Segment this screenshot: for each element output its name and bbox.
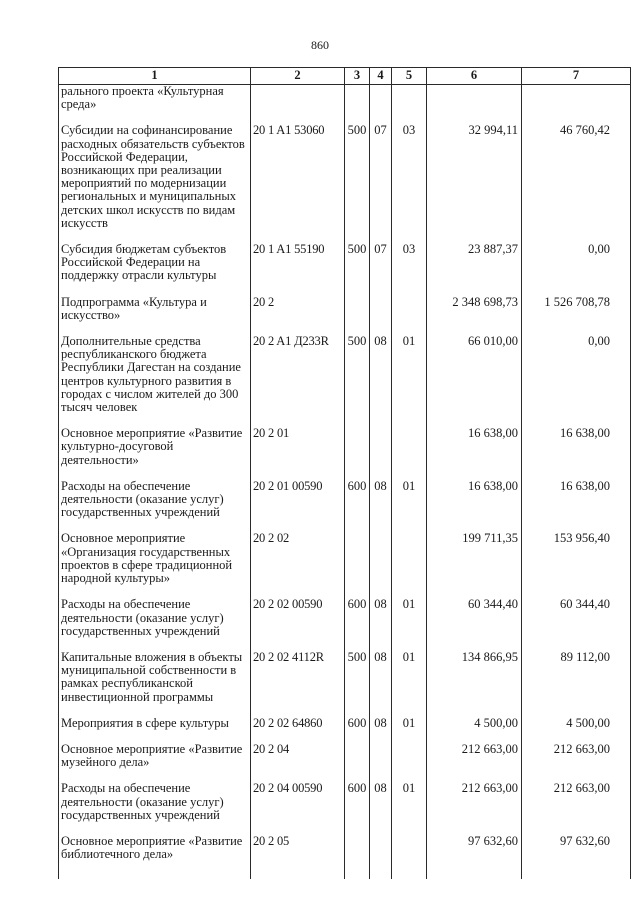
subsection-cell: 03: [392, 124, 427, 243]
amount-col7-cell: 16 638,00: [522, 480, 631, 533]
table-row: [59, 296, 631, 335]
column-header: 6: [427, 68, 522, 85]
column-header: 2: [251, 68, 345, 85]
expense-name-cell: Расходы на обеспечение деятельности (оказание услуг) государственных учреждений: [59, 782, 251, 835]
expense-type-cell: 600: [345, 480, 370, 533]
expense-type-cell: 500: [345, 243, 370, 296]
expense-name-cell: Субсидия бюджетам субъектов Российской Федерации на поддержку отрасли культуры: [59, 243, 251, 296]
section-cell: [370, 296, 392, 335]
expense-type-cell: [345, 835, 370, 879]
amount-col7-cell: 212 663,00: [522, 743, 631, 782]
section-cell: [370, 835, 392, 879]
amount-col6-cell: 23 887,37: [427, 243, 522, 296]
expense-type-cell: 600: [345, 598, 370, 651]
expense-name-cell: Расходы на обеспечение деятельности (оказание услуг) государственных учреждений: [59, 598, 251, 651]
subsection-cell: 03: [392, 243, 427, 296]
budget-code-cell: 20 2 02 00590: [251, 598, 345, 651]
amount-col6-cell: 4 500,00: [427, 717, 522, 743]
section-cell: 08: [370, 717, 392, 743]
expense-name-cell: Основное мероприятие «Организация государственных проектов в сфере традиционной народной культуры»: [59, 532, 251, 598]
expense-name-cell: Расходы на обеспечение деятельности (оказание услуг) государственных учреждений: [59, 480, 251, 533]
column-header: 3: [345, 68, 370, 85]
expense-type-cell: [345, 85, 370, 125]
expense-name-cell: Субсидии на софинансирование расходных обязательств субъектов Российской Федерации, возникающих при реализации мероприятий по модернизации региональных и муниципальных детских школ искусств по видам искусств: [59, 124, 251, 243]
expense-type-cell: 500: [345, 651, 370, 717]
amount-col6-cell: 212 663,00: [427, 743, 522, 782]
table-row: [59, 743, 631, 782]
subsection-cell: 01: [392, 717, 427, 743]
page-number: 860: [311, 38, 329, 52]
section-cell: 08: [370, 598, 392, 651]
section-cell: [370, 85, 392, 125]
amount-col6-cell: 32 994,11: [427, 124, 522, 243]
subsection-cell: 01: [392, 782, 427, 835]
table-row: [59, 480, 631, 533]
amount-col6-cell: 199 711,35: [427, 532, 522, 598]
table-row: [59, 651, 631, 717]
amount-col6-cell: 60 344,40: [427, 598, 522, 651]
table-row: [59, 532, 631, 598]
budget-code-cell: 20 2: [251, 296, 345, 335]
table-row: [59, 598, 631, 651]
budget-code-cell: [251, 85, 345, 125]
section-cell: 08: [370, 782, 392, 835]
expense-name-cell: Основное мероприятие «Развитие библиотечного дела»: [59, 835, 251, 879]
section-cell: 07: [370, 124, 392, 243]
budget-code-cell: 20 2 04: [251, 743, 345, 782]
section-cell: 08: [370, 651, 392, 717]
budget-code-cell: 20 2 04 00590: [251, 782, 345, 835]
budget-code-cell: 20 2 02: [251, 532, 345, 598]
subsection-cell: [392, 85, 427, 125]
amount-col7-cell: 1 526 708,78: [522, 296, 631, 335]
expense-name-cell: Основное мероприятие «Развитие музейного дела»: [59, 743, 251, 782]
table-row: [59, 427, 631, 480]
expense-type-cell: [345, 743, 370, 782]
subsection-cell: 01: [392, 651, 427, 717]
budget-code-cell: 20 2 02 64860: [251, 717, 345, 743]
expense-name-cell: рального проекта «Культурная среда»: [59, 85, 251, 125]
amount-col6-cell: 212 663,00: [427, 782, 522, 835]
expense-type-cell: 600: [345, 782, 370, 835]
subsection-cell: [392, 835, 427, 879]
section-cell: [370, 743, 392, 782]
amount-col7-cell: 46 760,42: [522, 124, 631, 243]
section-cell: 07: [370, 243, 392, 296]
expense-type-cell: [345, 296, 370, 335]
subsection-cell: 01: [392, 335, 427, 427]
section-cell: 08: [370, 335, 392, 427]
budget-code-cell: 20 2 A1 Д233R: [251, 335, 345, 427]
column-header: 4: [370, 68, 392, 85]
budget-code-cell: 20 2 01 00590: [251, 480, 345, 533]
table-row: [59, 782, 631, 835]
subsection-cell: 01: [392, 480, 427, 533]
section-cell: [370, 427, 392, 480]
amount-col7-cell: 89 112,00: [522, 651, 631, 717]
table-row: [59, 717, 631, 743]
amount-col7-cell: 60 344,40: [522, 598, 631, 651]
table-header-row: [59, 68, 631, 85]
column-header: 1: [59, 68, 251, 85]
amount-col6-cell: 2 348 698,73: [427, 296, 522, 335]
amount-col6-cell: 134 866,95: [427, 651, 522, 717]
section-cell: [370, 532, 392, 598]
column-header: 7: [522, 68, 631, 85]
expense-type-cell: [345, 532, 370, 598]
amount-col6-cell: 16 638,00: [427, 480, 522, 533]
amount-col7-cell: [522, 85, 631, 125]
amount-col7-cell: 97 632,60: [522, 835, 631, 879]
expense-name-cell: Капитальные вложения в объекты муниципальной собственности в рамках республиканской инвестиционной программы: [59, 651, 251, 717]
table-row: [59, 335, 631, 427]
subsection-cell: [392, 532, 427, 598]
budget-code-cell: 20 2 02 4112R: [251, 651, 345, 717]
expense-type-cell: [345, 427, 370, 480]
table-row: [59, 835, 631, 879]
amount-col7-cell: 16 638,00: [522, 427, 631, 480]
amount-col6-cell: [427, 85, 522, 125]
table-row: [59, 124, 631, 243]
expense-name-cell: Основное мероприятие «Развитие культурно-досуговой деятельности»: [59, 427, 251, 480]
table-row: [59, 85, 631, 125]
table-row: [59, 243, 631, 296]
amount-col7-cell: 0,00: [522, 243, 631, 296]
subsection-cell: [392, 743, 427, 782]
budget-code-cell: 20 2 05: [251, 835, 345, 879]
expense-name-cell: Мероприятия в сфере культуры: [59, 717, 251, 743]
amount-col7-cell: 4 500,00: [522, 717, 631, 743]
amount-col7-cell: 0,00: [522, 335, 631, 427]
expense-type-cell: 500: [345, 335, 370, 427]
amount-col6-cell: 97 632,60: [427, 835, 522, 879]
expense-type-cell: 600: [345, 717, 370, 743]
section-cell: 08: [370, 480, 392, 533]
budget-code-cell: 20 2 01: [251, 427, 345, 480]
budget-code-cell: 20 1 A1 55190: [251, 243, 345, 296]
amount-col6-cell: 16 638,00: [427, 427, 522, 480]
expense-name-cell: Подпрограмма «Культура и искусство»: [59, 296, 251, 335]
budget-table: [58, 67, 631, 879]
budget-code-cell: 20 1 A1 53060: [251, 124, 345, 243]
subsection-cell: 01: [392, 598, 427, 651]
expense-name-cell: Дополнительные средства республиканского бюджета Республики Дагестан на создание центров культурного развития в городах с числом жителей до 300 тысяч человек: [59, 335, 251, 427]
amount-col6-cell: 66 010,00: [427, 335, 522, 427]
subsection-cell: [392, 427, 427, 480]
amount-col7-cell: 153 956,40: [522, 532, 631, 598]
subsection-cell: [392, 296, 427, 335]
expense-type-cell: 500: [345, 124, 370, 243]
column-header: 5: [392, 68, 427, 85]
amount-col7-cell: 212 663,00: [522, 782, 631, 835]
